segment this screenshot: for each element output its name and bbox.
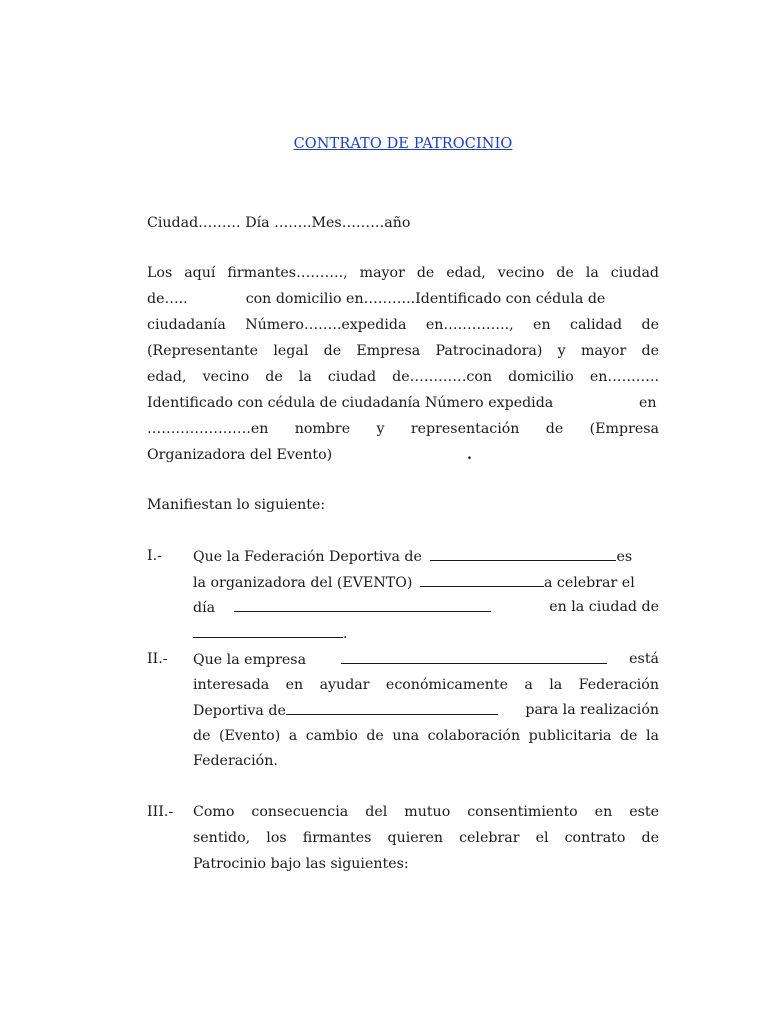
blank-city	[193, 624, 343, 638]
blank-event	[420, 573, 544, 587]
clause-3-number: III.-	[147, 804, 174, 820]
clause-2-number: II.-	[147, 651, 168, 667]
blank-day	[234, 598, 491, 612]
intro-line-6	[147, 394, 659, 412]
intro-line-2b: con domicilio en………..Identificado con cédula de	[245, 291, 606, 307]
intro-line-2a: de…..	[147, 291, 188, 307]
clause-1-line-2b: a celebrar el	[543, 575, 635, 591]
intro-line-5: edad, vecino de la ciudad de…………con domicilio en………..	[147, 369, 659, 385]
clause-1-line-2a: la organizadora del (EVENTO)	[193, 575, 413, 591]
clause-2-line-3b: para la realización	[525, 702, 659, 718]
clause-2-line-3a: Deportiva de	[193, 703, 286, 719]
clause-1-line-3b: en la ciudad de	[549, 599, 659, 615]
intro-line-2	[147, 290, 659, 308]
intro-line-6b: en	[639, 395, 657, 411]
clause-1-number: I.-	[147, 548, 162, 564]
clause-1-line-1	[193, 547, 659, 566]
clause-2-line-4: de (Evento) a cambio de una colaboración publicitaria de la	[193, 728, 659, 744]
clause-2-line-5: Federación.	[193, 753, 278, 769]
clause-1-line-4b: .	[343, 626, 348, 642]
clause-2-line-3	[193, 701, 659, 720]
clause-1-line-3	[193, 598, 659, 617]
clause-3-line-1: Como consecuencia del mutuo consentimiento en este	[193, 804, 659, 820]
intro-line-6a: Identificado con cédula de ciudadanía Número expedida	[147, 395, 554, 411]
clause-3-line-2: sentido, los firmantes quieren celebrar el contrato de	[193, 830, 659, 846]
manifest-heading: Manifiestan lo siguiente:	[147, 497, 326, 513]
blank-sport	[286, 701, 498, 715]
clause-2-line-2: interesada en ayudar económicamente a la Federación	[193, 677, 659, 693]
clause-2-line-1a: Que la empresa	[193, 652, 307, 668]
clause-2-line-1	[193, 650, 659, 669]
intro-line-3: ciudadanía Número……..expedida en………….., en calidad de	[147, 317, 659, 333]
clause-1-line-4	[193, 624, 659, 643]
intro-line-4: (Representante legal de Empresa Patrocinadora) y mayor de	[147, 343, 659, 359]
date-line: Ciudad……… Día ……..Mes………año	[147, 215, 411, 231]
intro-line-1: Los aquí firmantes………., mayor de edad, vecino de la ciudad	[147, 265, 659, 281]
blank-company	[341, 650, 607, 664]
clause-1-text-a: Que la Federación Deportiva de	[193, 549, 422, 565]
intro-line-7: ………………….en nombre y representación de (Empresa	[147, 421, 659, 437]
intro-line-8b: .	[467, 447, 472, 463]
clause-3-line-3: Patrocinio bajo las siguientes:	[193, 856, 409, 872]
document-title: CONTRATO DE PATROCINIO	[293, 136, 513, 152]
clause-1-line-3a: día	[193, 600, 216, 616]
blank-federation	[430, 547, 616, 561]
intro-line-8	[147, 446, 659, 464]
clause-1-text-b: es	[616, 549, 633, 565]
intro-line-8a: Organizadora del Evento)	[147, 447, 333, 463]
clause-2-line-1b: está	[629, 651, 659, 667]
clause-1-line-2	[193, 573, 659, 592]
